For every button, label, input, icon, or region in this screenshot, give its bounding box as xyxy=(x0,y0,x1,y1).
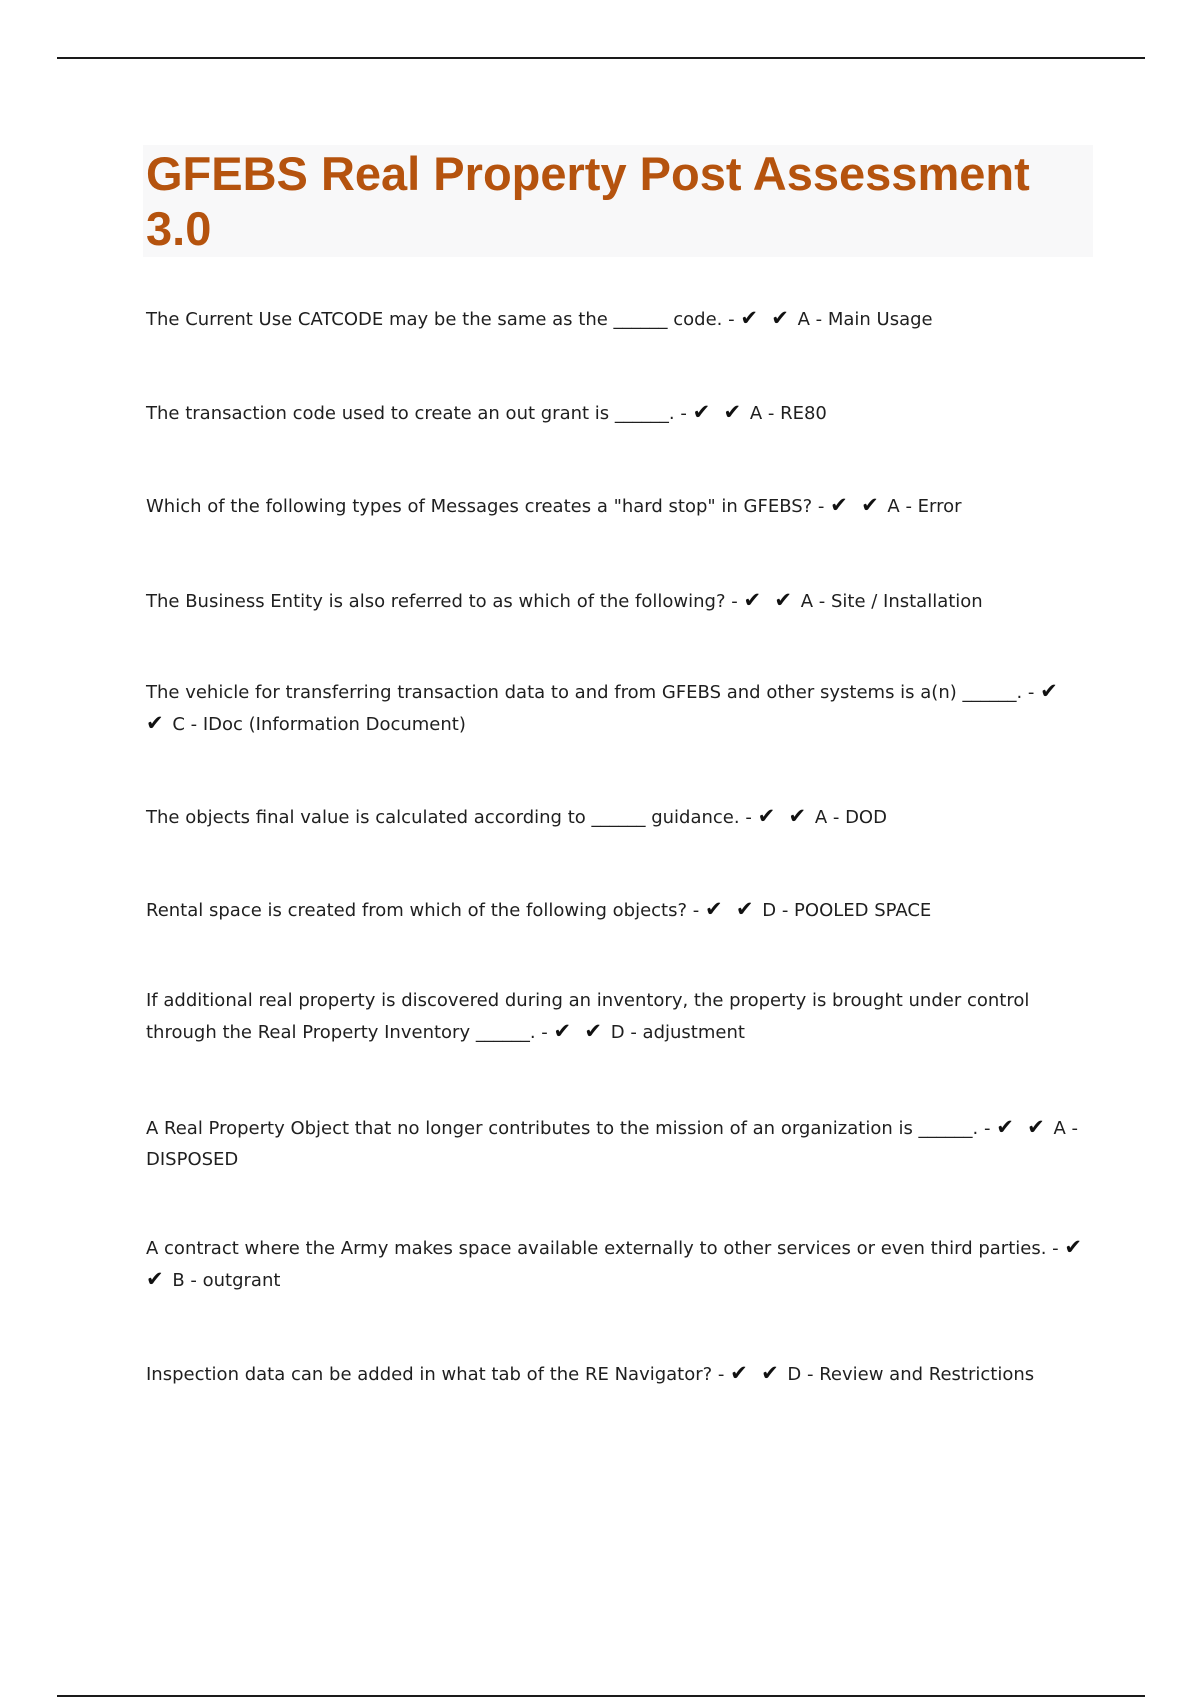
answer-text: C - IDoc (Information Document) xyxy=(172,714,466,735)
answer-text: D - adjustment xyxy=(610,1022,745,1043)
qa-item-1 xyxy=(146,303,1091,335)
double-check-icon: ✔ ✔ xyxy=(146,1235,1085,1291)
answer-text: A - Main Usage xyxy=(797,309,933,330)
header-rule xyxy=(57,57,1145,59)
question-text: Inspection data can be added in what tab of the RE Navigator? - xyxy=(146,1364,725,1385)
double-check-icon: ✔ ✔ xyxy=(743,588,795,612)
answer-text: D - Review and Restrictions xyxy=(787,1364,1035,1385)
question-text: The transaction code used to create an out grant is ______. - xyxy=(146,403,687,424)
question-text: If additional real property is discovered during an inventory, the property is brought under control through the Real Property Inventory ______. - xyxy=(146,990,1030,1043)
question-text: Rental space is created from which of the following objects? - xyxy=(146,900,700,921)
question-text: A contract where the Army makes space available externally to other services or even third parties. - xyxy=(146,1238,1059,1259)
answer-text: D - POOLED SPACE xyxy=(762,900,932,921)
double-check-icon: ✔ ✔ xyxy=(146,679,1061,735)
question-text: The Business Entity is also referred to as which of the following? - xyxy=(146,591,738,612)
answer-text: A - DISPOSED xyxy=(146,1118,1079,1170)
qa-item-5 xyxy=(146,676,1091,740)
answer-text: A - Error xyxy=(887,496,962,517)
question-text: Which of the following types of Messages creates a "hard stop" in GFEBS? - xyxy=(146,496,825,517)
answer-text: B - outgrant xyxy=(172,1270,281,1291)
qa-item-6 xyxy=(146,801,1091,833)
qa-item-8 xyxy=(146,985,1091,1048)
double-check-icon: ✔ ✔ xyxy=(740,306,792,330)
answer-text: A - Site / Installation xyxy=(800,591,983,612)
qa-item-3 xyxy=(146,490,1091,522)
document-title: GFEBS Real Property Post Assessment 3.0 xyxy=(146,147,1030,255)
qa-item-4 xyxy=(146,585,1091,617)
qa-item-7 xyxy=(146,894,1091,926)
answer-text: A - RE80 xyxy=(749,403,827,424)
double-check-icon: ✔ ✔ xyxy=(757,804,810,828)
qa-item-2 xyxy=(146,397,1091,429)
qa-item-11 xyxy=(146,1358,1091,1390)
question-text: The Current Use CATCODE may be the same as the ______ code. - xyxy=(146,309,735,330)
double-check-icon: ✔ ✔ xyxy=(730,1361,782,1385)
question-text: The vehicle for transferring transaction data to and from GFEBS and other systems is a(n) ______. - xyxy=(146,682,1035,703)
double-check-icon: ✔ ✔ xyxy=(553,1019,606,1043)
double-check-icon: ✔ ✔ xyxy=(692,400,745,424)
footer-rule xyxy=(57,1695,1145,1697)
question-text: The objects final value is calculated according to ______ guidance. - xyxy=(146,807,752,828)
qa-item-10 xyxy=(146,1232,1091,1296)
double-check-icon: ✔ ✔ xyxy=(830,493,882,517)
qa-item-9 xyxy=(146,1112,1091,1175)
double-check-icon: ✔ ✔ xyxy=(705,897,757,921)
answer-text: A - DOD xyxy=(814,807,887,828)
double-check-icon: ✔ ✔ xyxy=(996,1115,1048,1139)
question-text: A Real Property Object that no longer contributes to the mission of an organization is ______. - xyxy=(146,1118,991,1139)
